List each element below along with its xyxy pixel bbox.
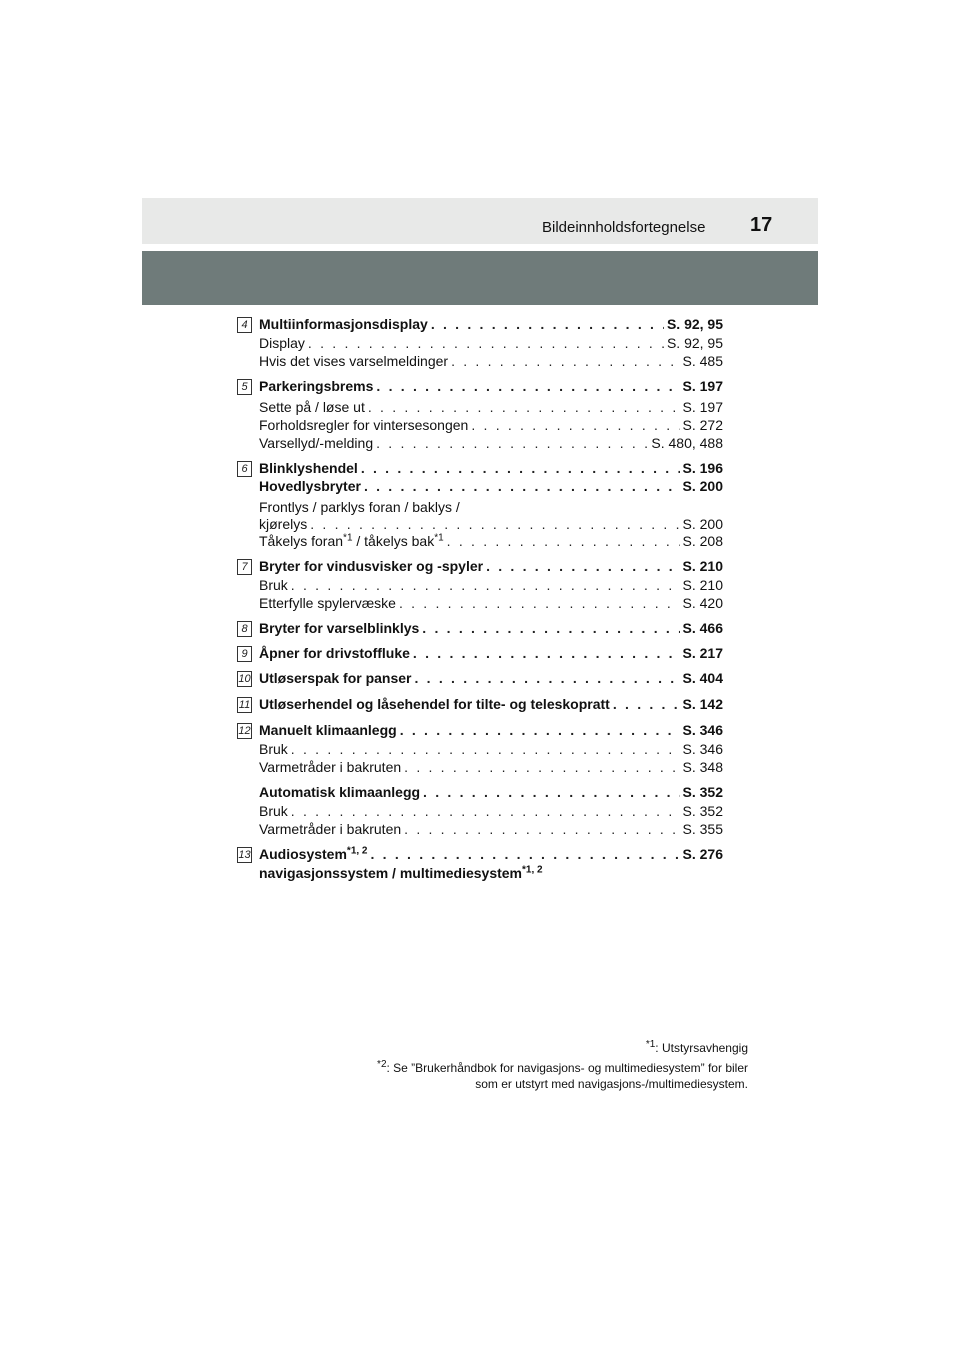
leader-dots xyxy=(400,722,680,739)
toc-entry-label xyxy=(237,435,373,452)
footnote xyxy=(377,1060,748,1076)
page-reference: S. 200 xyxy=(682,516,723,532)
toc-entry-label xyxy=(237,865,543,882)
item-number-marker: 5 xyxy=(237,379,252,395)
toc-entry-label xyxy=(237,620,419,637)
toc-entry-text: Varmetråder i bakruten xyxy=(259,821,402,837)
page-number: 17 xyxy=(750,214,773,236)
footnote-ref: *1, 2 xyxy=(522,864,543,876)
toc-entry xyxy=(237,399,723,416)
toc-entry-label xyxy=(237,460,358,477)
item-number-marker: 8 xyxy=(237,621,252,637)
toc-entry-text: Frontlys / parklys foran / baklys / xyxy=(259,499,460,515)
toc-entry xyxy=(237,460,723,477)
toc-entry-text: Manuelt klimaanlegg xyxy=(259,722,397,738)
page-reference: S. 420 xyxy=(682,595,723,611)
toc-entry-text: Automatisk klimaanlegg xyxy=(259,784,421,800)
page-reference: S. 200 xyxy=(682,478,723,494)
footnote-mark: *2 xyxy=(377,1059,387,1070)
item-number-marker: 10 xyxy=(238,673,251,685)
leader-dots xyxy=(364,478,680,495)
toc-entry-label xyxy=(237,577,288,594)
page-reference: S. 346 xyxy=(682,741,723,757)
item-number-marker: 4 xyxy=(237,317,252,333)
item-number-marker: 7 xyxy=(237,559,252,575)
page-reference: S. 197 xyxy=(682,378,723,394)
item-number-marker: 12 xyxy=(238,725,251,737)
toc-entry-label xyxy=(237,478,361,495)
toc-entry xyxy=(237,620,723,637)
toc-entry-label xyxy=(237,670,412,687)
page-reference: S. 346 xyxy=(682,722,723,738)
item-number-marker: 6 xyxy=(237,461,252,477)
footnote-text: : Utstyrsavhengig xyxy=(655,1041,748,1055)
leader-dots xyxy=(291,803,680,820)
footnote-mark: *1 xyxy=(645,1039,656,1050)
toc-entry-text: Parkeringsbrems xyxy=(259,378,374,394)
toc-entry xyxy=(237,499,723,516)
page-reference: S. 466 xyxy=(682,620,723,636)
toc-entry-text: Hovedlysbryter xyxy=(259,478,361,494)
toc-entry-label xyxy=(237,516,307,533)
toc-entry-label xyxy=(237,558,483,575)
page-reference: S. 348 xyxy=(682,759,723,775)
toc-entry-label xyxy=(237,645,410,662)
toc-entry-label xyxy=(237,499,460,516)
toc-entry xyxy=(237,722,723,739)
toc-entry xyxy=(237,595,723,612)
footnote-ref: *1 xyxy=(343,532,353,544)
toc-entry-label xyxy=(237,821,401,838)
leader-dots xyxy=(371,846,680,863)
page-reference: S. 485 xyxy=(682,353,723,369)
toc-entry xyxy=(237,577,723,594)
item-number-marker: 9 xyxy=(237,646,252,662)
toc-entry xyxy=(237,478,723,495)
toc-entry-text: Hvis det vises varselmeldinger xyxy=(259,353,449,369)
section-band xyxy=(142,251,818,305)
toc-entry xyxy=(237,417,723,434)
toc-entry-label xyxy=(237,803,288,820)
page-reference: S. 276 xyxy=(682,846,723,862)
page-reference: S. 208 xyxy=(682,533,723,549)
toc-entry-label xyxy=(237,417,468,434)
page-reference: S. 272 xyxy=(682,417,723,433)
leader-dots xyxy=(376,435,648,452)
toc-entry-text: Bruk xyxy=(259,803,288,819)
toc-entry-text: navigasjonssystem / multimediesystem xyxy=(259,865,522,881)
toc-entry xyxy=(237,803,723,820)
toc-entry-label xyxy=(237,533,444,550)
leader-dots xyxy=(422,620,679,637)
item-number-marker: 11 xyxy=(238,699,251,711)
toc-entry-text: Utløserhendel og låsehendel for tilte- og teleskopratt xyxy=(259,696,610,712)
page-reference: S. 92, 95 xyxy=(666,335,723,351)
toc-entry-label xyxy=(237,784,420,801)
page-reference: S. 92, 95 xyxy=(666,316,723,332)
toc-entry-text: Display xyxy=(259,335,305,351)
footnote-ref: *1, 2 xyxy=(346,845,368,857)
toc-entry-text: Bruk xyxy=(259,577,288,593)
page-reference: S. 217 xyxy=(682,645,723,661)
footnote-ref: *1 xyxy=(434,532,444,544)
toc-entry xyxy=(237,558,723,575)
toc-entry-text: Multiinformasjonsdisplay xyxy=(259,316,428,332)
leader-dots xyxy=(404,821,679,838)
toc-entry xyxy=(237,670,723,687)
leader-dots xyxy=(308,335,664,352)
page-reference: S. 355 xyxy=(682,821,723,837)
page-reference: S. 404 xyxy=(682,670,723,686)
toc-entry-label xyxy=(237,696,610,713)
toc-entry-text: Blinklyshendel xyxy=(259,460,358,476)
toc-entry xyxy=(237,516,723,533)
toc-entry xyxy=(237,759,723,776)
toc-entry-text: Etterfylle spylervæske xyxy=(259,595,396,611)
toc-entry-text: Tåkelys foran xyxy=(259,533,344,549)
toc-entry xyxy=(237,821,723,838)
header-bar xyxy=(142,198,818,244)
toc-entry-text: Forholdsregler for vintersesongen xyxy=(259,417,469,433)
toc-entry-label xyxy=(237,316,428,333)
toc-entry-text: Bruk xyxy=(259,741,288,757)
leader-dots xyxy=(423,784,679,801)
toc-entry xyxy=(237,353,723,370)
toc-entry-label xyxy=(237,722,397,739)
toc-entry-label xyxy=(237,378,373,395)
page-reference: S. 210 xyxy=(682,577,723,593)
leader-dots xyxy=(415,670,680,687)
leader-dots xyxy=(399,595,680,612)
toc-entry-label xyxy=(237,399,365,416)
toc-entry xyxy=(237,316,723,333)
toc-entry-text: Bryter for vindusvisker og -spyler xyxy=(259,558,484,574)
toc-entry-label xyxy=(237,741,288,758)
toc-entry-label xyxy=(237,353,448,370)
toc-entry-label xyxy=(237,846,368,863)
leader-dots xyxy=(451,353,679,370)
leader-dots xyxy=(447,533,680,550)
leader-dots xyxy=(471,417,679,434)
page-reference: S. 352 xyxy=(682,784,723,800)
page-reference: S. 352 xyxy=(682,803,723,819)
toc-entry xyxy=(237,533,723,550)
toc-entry xyxy=(237,435,723,452)
toc-entry xyxy=(237,846,723,863)
page-reference: S. 142 xyxy=(682,696,723,712)
page-reference: S. 480, 488 xyxy=(651,435,723,451)
toc-entry xyxy=(237,378,723,395)
toc-entry-text: Sette på / løse ut xyxy=(259,399,365,415)
footnote xyxy=(377,1040,748,1056)
leader-dots xyxy=(376,378,679,395)
toc-entry xyxy=(237,696,723,713)
leader-dots xyxy=(413,645,680,662)
footnote-text: som er utstyrt med navigasjons-/multimediesystem. xyxy=(475,1077,748,1091)
page-reference: S. 210 xyxy=(682,558,723,574)
toc-entry-text: Bryter for varselblinklys xyxy=(259,620,420,636)
toc-entry-text: Audiosystem xyxy=(259,846,347,862)
toc-entry-text: kjørelys xyxy=(259,516,308,532)
leader-dots xyxy=(404,759,679,776)
toc-entry-label xyxy=(237,595,396,612)
leader-dots xyxy=(613,696,680,713)
toc-entry-label xyxy=(237,335,305,352)
item-number-marker: 13 xyxy=(238,849,251,861)
leader-dots xyxy=(291,741,680,758)
footnote xyxy=(377,1076,748,1092)
page-reference: S. 197 xyxy=(682,399,723,415)
footnote-text: : Se ”Brukerhåndbok for navigasjons- og multimediesystem” for biler xyxy=(386,1061,748,1075)
toc-entry-text: Åpner for drivstoffluke xyxy=(259,645,410,661)
leader-dots xyxy=(431,316,664,333)
toc-entry xyxy=(237,645,723,662)
toc-entry xyxy=(237,335,723,352)
toc-entry-text: / tåkelys bak xyxy=(352,533,435,549)
toc-entry-text: Varmetråder i bakruten xyxy=(259,759,402,775)
leader-dots xyxy=(291,577,680,594)
toc-entry-text: Utløserspak for panser xyxy=(259,670,412,686)
leader-dots xyxy=(486,558,679,575)
toc-entry-label xyxy=(237,759,401,776)
leader-dots xyxy=(368,399,680,416)
toc-entry-text: Varsellyd/-melding xyxy=(259,435,374,451)
toc-entry xyxy=(237,865,723,882)
toc-entry xyxy=(237,784,723,801)
header-title: Bildeinnholdsfortegnelse xyxy=(542,219,706,236)
leader-dots xyxy=(361,460,680,477)
footnotes xyxy=(377,1040,748,1092)
page-reference: S. 196 xyxy=(682,460,723,476)
leader-dots xyxy=(310,516,679,533)
toc-entry xyxy=(237,741,723,758)
